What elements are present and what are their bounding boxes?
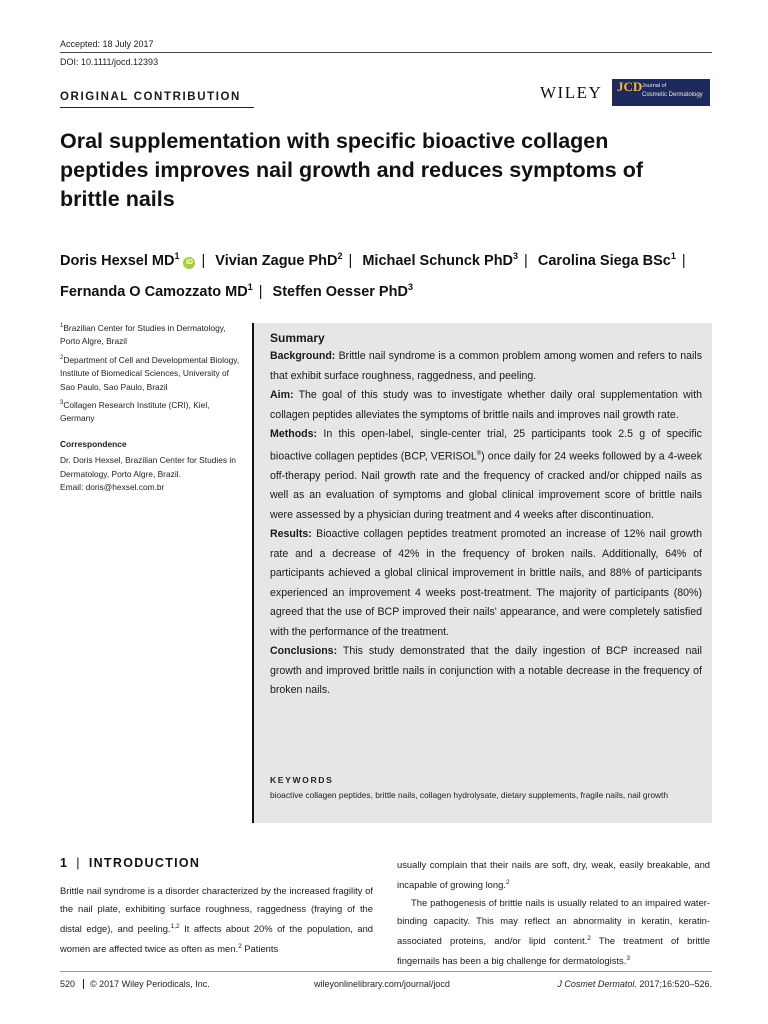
doi[interactable]: DOI: 10.1111/jocd.12393 xyxy=(60,57,159,67)
author[interactable]: Steffen Oesser PhD$^3$ xyxy=(272,281,413,300)
keywords xyxy=(270,773,702,803)
author[interactable]: Vivian Zague PhD$^2$ xyxy=(215,251,343,269)
page-number: 520 xyxy=(60,979,84,989)
affiliation: $^3$Collagen Research Institute (CRI), Kiel, Germany xyxy=(60,399,210,424)
article-type-label: ORIGINAL CONTRIBUTION xyxy=(60,91,241,103)
author[interactable]: Fernanda O Camozzato $MD^1$ xyxy=(60,281,253,300)
affiliation: $^1$Brazilian Center for Studies in Dermatology, Porto Algre, Brazil xyxy=(60,322,226,347)
citation-ref[interactable]: 2 xyxy=(505,879,510,886)
summary-methods: Methods: In this open-label, single-center trial, 25 participants took 2.5 g of specific bioactive collagen peptides (BCP, VERISOL®) once daily for 24 weeks followed by a 4-week off-therapy period. Nail growth rate and the frequency of cracked and/or chipped nails as well as an evaluation of symptoms and global clinical improvement score of brittle nails were assessed by a physician during treatment and 4 weeks after discontinuation. xyxy=(270,428,702,521)
affiliation: $^2$Department of Cell and Developmental Biology, Institute of Biomedical Sciences, University of Sao Paulo, Sao Paulo, Brazil xyxy=(60,354,240,392)
author[interactable]: Carolina Siega BSc$^1$ xyxy=(537,251,676,269)
page-footer xyxy=(60,979,712,989)
journal-logo-line1: Journal of xyxy=(642,83,667,89)
citation-ref[interactable]: 1,2 xyxy=(170,923,180,930)
summary-heading: Summary xyxy=(270,331,325,345)
correspondence-label: Correspondence xyxy=(60,438,127,449)
paragraph: usually complain that their nails are soft, dry, weak, easily breakable, and incapable of growing long.$^2$ xyxy=(397,859,710,891)
summary-aim: Aim: The goal of this study was to investigate whether daily oral supplementation with collagen peptides alleviates the symptoms of brittle nails and improves nail growth rate. xyxy=(270,389,702,421)
publisher-logo: WILEY xyxy=(540,83,603,102)
author[interactable]: Doris Hexsel $MD^1$ xyxy=(60,251,180,269)
summary-results: Results: Bioactive collagen peptides treatment promoted an increase of 12% nail growth rate and a decrease of 42% in the frequency of broken nails. Additionally, 64% of participants achieved a global clinical improvement in brittle nails, and 88% of participants experienced an improvement 4 weeks post-treatment. The majority of participants (80%) agreed that the use of BCP improved their nails' appearance, and were completely satisfied with the performance of the treatment. xyxy=(270,528,702,638)
paragraph: The pathogenesis of brittle nails is usually related to an impaired water-binding capacity. This may reflect an abnormality in keratin, keratin-associated proteins, and/or lipid content.$^2$ The treatment of brittle fingernails has been a big challenge for dermatologists.$^3$ xyxy=(397,897,710,967)
body-column-left xyxy=(60,882,373,958)
summary-background: Background: Brittle nail syndrome is a common problem among women and refers to nails that exhibit surface roughness, raggedness, and peeling. xyxy=(270,350,702,382)
author[interactable]: Michael Schunck PhD$^3$ xyxy=(362,251,519,269)
article-title: Oral supplementation with specific bioactive collagen peptides improves nail growth and reduces symptoms of brittle nails xyxy=(60,129,644,211)
body-column-right xyxy=(397,856,710,970)
header-rule xyxy=(60,52,712,53)
section-heading-introduction: 1 | INTRODUCTION xyxy=(60,856,201,870)
journal-logo xyxy=(612,79,710,106)
journal-logo-line2: Cosmetic Dermatology xyxy=(642,92,703,98)
orcid-icon[interactable]: iD xyxy=(183,257,195,269)
journal-logo-abbr: JCD xyxy=(617,79,643,94)
keywords-label: KEYWORDS xyxy=(270,775,334,785)
summary xyxy=(270,329,702,701)
keywords-text: bioactive collagen peptides, brittle nails, collagen hydrolysate, dietary supplements, fragile nails, nail growth xyxy=(270,790,669,800)
citation: J Cosmet Dermatol. 2017;16:520–526. xyxy=(557,979,712,989)
author-list: Doris Hexsel $MD^1$ iD | Vivian Zague PhD$^2$ | Michael Schunck PhD$^3$ | Carolina Siega BSc$^1$ | Fernanda O Camozzato $MD^1$ | Steffen Oesser PhD$^3$ xyxy=(60,251,686,300)
summary-conclusions: Conclusions: This study demonstrated that the daily ingestion of BCP increased nail growth and improved brittle nails in conjunction with a notable decrease in the frequency of broken nails. xyxy=(270,645,702,697)
citation-ref[interactable]: 2 xyxy=(238,943,242,951)
citation-ref[interactable]: 2 xyxy=(587,935,591,943)
footer-rule xyxy=(60,971,712,972)
citation-ref[interactable]: 3 xyxy=(626,955,630,963)
journal-url[interactable]: wileyonlinelibrary.com/journal/jocd xyxy=(314,979,450,989)
accepted-date: Accepted: 18 July 2017 xyxy=(60,39,154,49)
correspondence-email[interactable]: Email: doris@hexsel.com.br xyxy=(60,482,165,493)
paragraph: Brittle nail syndrome is a disorder characterized by the increased fragility of the nail plate, exhibiting surface roughness, raggedness (fraying of the distal edge), and peeling.$^{1,2}$ It affects about 20% of the population, and women are affected twice as often as men.$^2$ Patients xyxy=(60,885,374,955)
article-type-rule xyxy=(60,107,254,108)
correspondence-address: Dr. Doris Hexsel, Brazilian Center for Studies in Dermatology, Porto Algre, Brazil. xyxy=(60,455,236,479)
copyright: © 2017 Wiley Periodicals, Inc. xyxy=(90,979,210,989)
affiliations xyxy=(60,320,240,495)
